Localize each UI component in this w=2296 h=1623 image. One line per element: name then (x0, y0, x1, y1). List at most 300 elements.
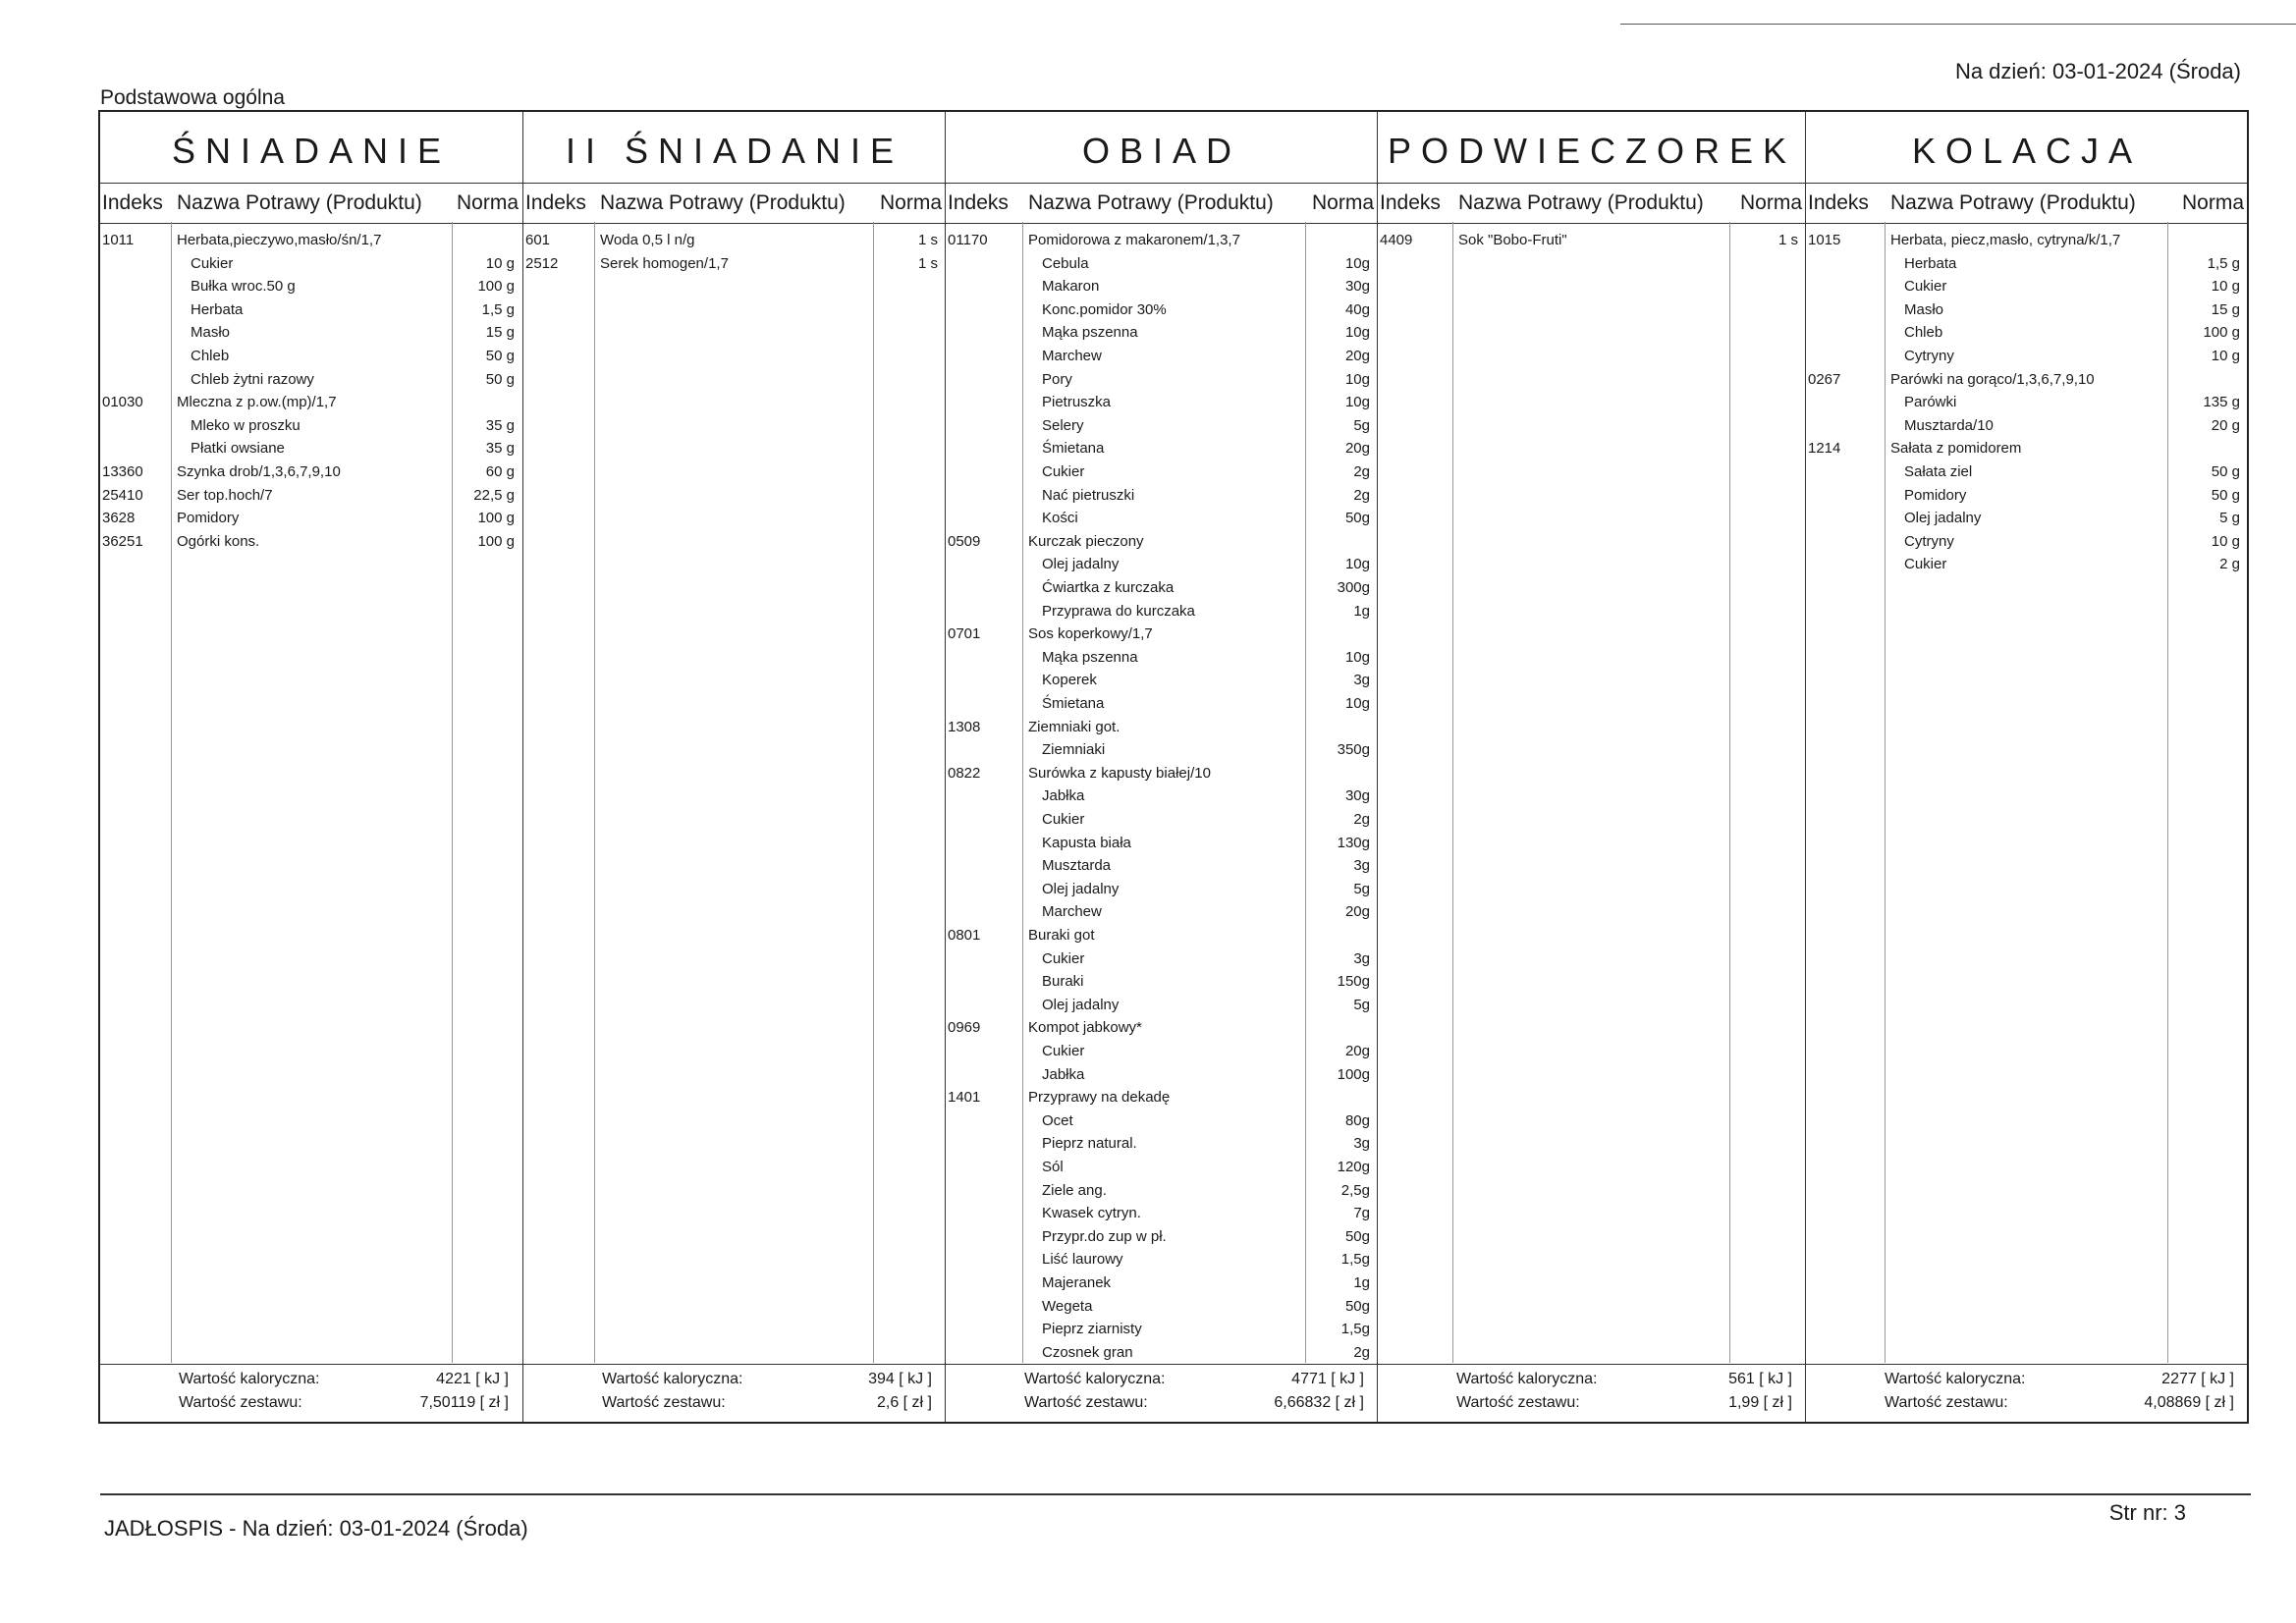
row-norma: 1g (1353, 602, 1370, 620)
header-indeks: Indeks (1808, 191, 1869, 214)
table-row (100, 369, 522, 391)
row-name: Masło (191, 324, 231, 342)
meal-section-obiad (945, 112, 1378, 1422)
row-norma: 100 g (2203, 324, 2240, 342)
table-row (946, 1110, 1378, 1132)
meal-section-kolacja (1805, 112, 2248, 1422)
table-row (946, 1203, 1378, 1224)
cost-value: 6,66832 [ zł ] (1274, 1394, 1364, 1411)
row-indeks: 0509 (948, 532, 981, 550)
row-name: Cukier (1904, 278, 1947, 296)
meal-title: KOLACJA (1911, 131, 2143, 171)
table-row (100, 485, 522, 507)
table-row (946, 601, 1378, 622)
row-name: Kwasek cytryn. (1042, 1205, 1141, 1222)
row-name: Pieprz ziarnisty (1042, 1321, 1142, 1338)
row-name: Pory (1042, 370, 1072, 388)
row-norma: 100 g (477, 510, 515, 527)
table-row (100, 299, 522, 321)
table-row (946, 879, 1378, 900)
kcal-value: 4771 [ kJ ] (1291, 1371, 1364, 1387)
row-norma: 1,5g (1340, 1321, 1370, 1338)
diet-name: Podstawowa ogólna (100, 86, 285, 109)
meal-rows (1806, 230, 2248, 1361)
row-name: Herbata,pieczywo,masło/śn/1,7 (177, 232, 382, 248)
table-row (1806, 438, 2248, 460)
row-name: Sos koperkowy/1,7 (1028, 625, 1153, 643)
row-indeks: 1011 (102, 232, 135, 248)
meal-section-ii-sniadanie (522, 112, 946, 1422)
row-norma: 130g (1337, 834, 1370, 851)
row-norma: 20g (1344, 440, 1370, 458)
row-norma: 35 g (485, 416, 515, 434)
table-row (946, 230, 1378, 251)
meal-summary (1378, 1364, 1806, 1422)
kcal-label: Wartość kaloryczna: (1885, 1371, 2026, 1387)
table-row (100, 276, 522, 298)
row-name: Cebula (1042, 254, 1089, 272)
table-row (946, 1226, 1378, 1248)
row-norma: 1 s (917, 232, 938, 248)
row-indeks: 4409 (1380, 232, 1413, 248)
row-name: Śmietana (1042, 695, 1105, 712)
header-indeks: Indeks (1380, 191, 1441, 214)
table-row (100, 322, 522, 344)
row-name: Herbata (191, 300, 244, 318)
row-name: Sałata ziel (1904, 463, 1973, 480)
row-norma: 10 g (485, 254, 515, 272)
table-row (1806, 276, 2248, 298)
row-name: Mąka pszenna (1042, 324, 1138, 342)
row-indeks: 0969 (948, 1019, 981, 1037)
meal-summary (523, 1364, 946, 1422)
row-norma: 2g (1353, 811, 1370, 828)
header-norma: Norma (456, 191, 519, 214)
row-name: Marchew (1042, 903, 1102, 921)
row-norma: 30g (1344, 278, 1370, 296)
table-row (946, 299, 1378, 321)
meal-title: PODWIECZOREK (1387, 131, 1796, 171)
menu-table (98, 110, 2249, 1424)
table-row (946, 670, 1378, 691)
meal-title: ŚNIADANIE (171, 131, 452, 171)
row-indeks: 1015 (1808, 232, 1841, 248)
header-indeks: Indeks (948, 191, 1009, 214)
table-row (946, 1087, 1378, 1109)
table-row (946, 369, 1378, 391)
row-norma: 100 g (477, 532, 515, 550)
row-name: Przyprawy na dekadę (1028, 1089, 1171, 1107)
row-name: Cukier (1042, 949, 1085, 967)
row-name: Cukier (191, 254, 234, 272)
table-row (946, 1017, 1378, 1039)
row-norma: 50 g (485, 348, 515, 364)
table-row (1378, 230, 1806, 251)
row-name: Masło (1904, 300, 1944, 318)
row-name: Wegeta (1042, 1297, 1093, 1315)
table-row (100, 438, 522, 460)
row-norma: 3g (1353, 857, 1370, 875)
table-row (946, 485, 1378, 507)
row-name: Ziele ang. (1042, 1181, 1107, 1199)
table-row (1806, 485, 2248, 507)
row-norma: 15 g (485, 324, 515, 342)
header-nazwa: Nazwa Potrawy (Produktu) (1458, 191, 1704, 214)
row-name: Nać pietruszki (1042, 486, 1135, 504)
meal-title: II ŚNIADANIE (565, 131, 904, 171)
cost-label: Wartość zestawu: (1456, 1394, 1580, 1411)
table-row (946, 346, 1378, 367)
kcal-label: Wartość kaloryczna: (1456, 1371, 1598, 1387)
row-indeks: 0822 (948, 764, 981, 782)
row-name: Ćwiartka z kurczaka (1042, 579, 1175, 596)
table-row (946, 1319, 1378, 1340)
row-norma: 30g (1344, 787, 1370, 805)
row-indeks: 1401 (948, 1089, 981, 1107)
row-norma: 22,5 g (473, 486, 515, 504)
row-norma: 100g (1337, 1065, 1370, 1083)
row-name: Pomidory (177, 510, 240, 527)
table-row (100, 531, 522, 553)
row-norma: 2,5g (1340, 1181, 1370, 1199)
table-row (946, 693, 1378, 715)
meal-summary (1806, 1364, 2248, 1422)
table-row (946, 1272, 1378, 1294)
row-name: Chleb (191, 348, 230, 364)
row-name: Parówki na gorąco/1,3,6,7,9,10 (1890, 370, 2095, 388)
row-norma: 20 g (2211, 416, 2240, 434)
header-nazwa: Nazwa Potrawy (Produktu) (177, 191, 422, 214)
table-row (946, 995, 1378, 1016)
row-name: Kapusta biała (1042, 834, 1131, 851)
table-row (946, 1249, 1378, 1271)
row-name: Ocet (1042, 1111, 1073, 1129)
table-row (946, 461, 1378, 483)
table-row (1806, 508, 2248, 529)
row-norma: 20g (1344, 903, 1370, 921)
row-name: Kości (1042, 510, 1078, 527)
row-norma: 50g (1344, 510, 1370, 527)
table-row (946, 1296, 1378, 1318)
meal-rows (1378, 230, 1806, 1361)
row-norma: 300g (1337, 579, 1370, 596)
row-name: Cytryny (1904, 532, 1954, 550)
row-norma: 2 g (2219, 556, 2240, 573)
row-name: Jabłka (1042, 1065, 1085, 1083)
table-row (946, 971, 1378, 993)
meal-summary (100, 1364, 522, 1422)
top-rule (1620, 24, 2296, 25)
row-name: Jabłka (1042, 787, 1085, 805)
table-row (1806, 230, 2248, 251)
header-date: Na dzień: 03-01-2024 (Środa) (1954, 59, 2241, 83)
row-name: Ogórki kons. (177, 532, 260, 550)
header-norma: Norma (879, 191, 942, 214)
row-norma: 135 g (2203, 394, 2240, 411)
row-name: Buraki (1042, 973, 1084, 991)
row-name: Mleczna z p.ow.(mp)/1,7 (177, 394, 337, 411)
meal-title: OBIAD (1081, 131, 1242, 171)
table-row (946, 1133, 1378, 1155)
row-norma: 10g (1344, 324, 1370, 342)
meal-summary (946, 1364, 1378, 1422)
row-norma: 20g (1344, 1043, 1370, 1059)
row-norma: 1 s (1777, 232, 1798, 248)
row-norma: 15 g (2211, 300, 2240, 318)
table-row (1806, 392, 2248, 413)
row-norma: 50 g (2211, 463, 2240, 480)
table-row (946, 623, 1378, 645)
kcal-label: Wartość kaloryczna: (179, 1371, 320, 1387)
row-name: Olej jadalny (1904, 510, 1982, 527)
table-row (1806, 346, 2248, 367)
cost-value: 2,6 [ zł ] (876, 1394, 932, 1411)
cost-value: 1,99 [ zł ] (1728, 1394, 1792, 1411)
table-row (100, 392, 522, 413)
header-nazwa: Nazwa Potrawy (Produktu) (600, 191, 846, 214)
table-row (946, 647, 1378, 669)
table-row (946, 276, 1378, 298)
row-name: Makaron (1042, 278, 1100, 296)
table-row (946, 809, 1378, 831)
table-row (100, 230, 522, 251)
row-name: Przypr.do zup w pł. (1042, 1227, 1167, 1245)
table-row (946, 392, 1378, 413)
row-norma: 50 g (485, 370, 515, 388)
table-row (100, 461, 522, 483)
column-headers (1378, 183, 1806, 224)
row-norma: 5g (1353, 996, 1370, 1013)
table-row (1806, 253, 2248, 275)
table-row (946, 901, 1378, 923)
row-name: Olej jadalny (1042, 996, 1120, 1013)
row-name: Serek homogen/1,7 (600, 254, 729, 272)
row-name: Woda 0,5 l n/g (600, 232, 695, 248)
table-row (100, 508, 522, 529)
row-norma: 50 g (2211, 486, 2240, 504)
row-name: Ziemniaki (1042, 741, 1106, 759)
table-row (946, 577, 1378, 599)
row-norma: 3g (1353, 672, 1370, 689)
row-indeks: 3628 (102, 510, 136, 527)
table-row (946, 1180, 1378, 1202)
table-row (100, 415, 522, 437)
table-row (946, 1064, 1378, 1086)
cost-value: 4,08869 [ zł ] (2144, 1394, 2234, 1411)
table-row (523, 253, 946, 275)
table-row (946, 415, 1378, 437)
kcal-value: 561 [ kJ ] (1728, 1371, 1792, 1387)
meal-rows (100, 230, 522, 1361)
table-row (946, 925, 1378, 947)
row-norma: 7g (1353, 1205, 1370, 1222)
row-name: Ziemniaki got. (1028, 718, 1121, 735)
row-name: Majeranek (1042, 1274, 1112, 1291)
table-row (1806, 554, 2248, 575)
table-row (946, 554, 1378, 575)
row-name: Olej jadalny (1042, 556, 1120, 573)
row-name: Pomidory (1904, 486, 1967, 504)
row-name: Buraki got (1028, 927, 1095, 944)
table-row (1806, 461, 2248, 483)
row-norma: 1g (1353, 1274, 1370, 1291)
cost-label: Wartość zestawu: (179, 1394, 302, 1411)
row-indeks: 2512 (525, 254, 559, 272)
row-norma: 1,5 g (481, 300, 515, 318)
row-indeks: 01030 (102, 394, 143, 411)
row-indeks: 601 (525, 232, 551, 248)
meal-rows (946, 230, 1378, 1361)
table-row (946, 785, 1378, 807)
table-row (946, 531, 1378, 553)
row-name: Musztarda/10 (1904, 416, 1994, 434)
table-row (1806, 299, 2248, 321)
row-norma: 60 g (485, 463, 515, 480)
row-name: Cukier (1042, 1043, 1085, 1059)
table-row (1806, 369, 2248, 391)
row-norma: 50g (1344, 1227, 1370, 1245)
kcal-label: Wartość kaloryczna: (602, 1371, 743, 1387)
row-norma: 10g (1344, 556, 1370, 573)
row-indeks: 0701 (948, 625, 981, 643)
cost-label: Wartość zestawu: (602, 1394, 726, 1411)
row-norma: 10 g (2211, 348, 2240, 364)
row-name: Marchew (1042, 348, 1102, 364)
row-name: Cukier (1042, 811, 1085, 828)
row-name: Płatki owsiane (191, 440, 285, 458)
kcal-value: 2277 [ kJ ] (2161, 1371, 2234, 1387)
table-row (1806, 322, 2248, 344)
row-name: Surówka z kapusty białej/10 (1028, 764, 1211, 782)
row-name: Kurczak pieczony (1028, 532, 1144, 550)
table-row (946, 253, 1378, 275)
row-norma: 1,5 g (2207, 254, 2240, 272)
kcal-value: 394 [ kJ ] (868, 1371, 932, 1387)
row-indeks: 1214 (1808, 440, 1841, 458)
row-norma: 1,5g (1340, 1251, 1370, 1269)
row-norma: 100 g (477, 278, 515, 296)
row-name: Liść laurowy (1042, 1251, 1123, 1269)
row-norma: 10 g (2211, 532, 2240, 550)
footer-rule (100, 1493, 2251, 1495)
row-name: Musztarda (1042, 857, 1112, 875)
row-name: Herbata (1904, 254, 1957, 272)
row-norma: 10 g (2211, 278, 2240, 296)
row-norma: 5 g (2219, 510, 2240, 527)
row-norma: 5g (1353, 880, 1370, 897)
column-headers (523, 183, 946, 224)
row-norma: 10g (1344, 648, 1370, 666)
row-norma: 1 s (917, 254, 938, 272)
row-name: Koperek (1042, 672, 1097, 689)
row-indeks: 01170 (948, 232, 988, 248)
row-norma: 2g (1353, 463, 1370, 480)
footer-title: JADŁOSPIS - Na dzień: 03-01-2024 (Środa) (104, 1516, 528, 1541)
header-indeks: Indeks (102, 191, 163, 214)
row-norma: 20g (1344, 348, 1370, 364)
row-indeks: 1308 (948, 718, 981, 735)
row-name: Pietruszka (1042, 394, 1112, 411)
row-name: Szynka drob/1,3,6,7,9,10 (177, 463, 341, 480)
row-name: Sałata z pomidorem (1890, 440, 2022, 458)
row-indeks: 36251 (102, 532, 143, 550)
row-name: Pieprz natural. (1042, 1135, 1137, 1153)
row-norma: 35 g (485, 440, 515, 458)
row-norma: 10g (1344, 394, 1370, 411)
table-row (946, 1041, 1378, 1062)
row-norma: 120g (1337, 1159, 1370, 1175)
header-norma: Norma (1739, 191, 1802, 214)
column-headers (946, 183, 1378, 224)
column-headers (1806, 183, 2248, 224)
meal-section-podwieczorek (1377, 112, 1806, 1422)
table-row (946, 739, 1378, 761)
table-row (946, 833, 1378, 854)
row-name: Bułka wroc.50 g (191, 278, 296, 296)
row-norma: 150g (1337, 973, 1370, 991)
row-name: Olej jadalny (1042, 880, 1120, 897)
row-name: Cukier (1904, 556, 1947, 573)
row-norma: 80g (1344, 1111, 1370, 1129)
row-indeks: 0801 (948, 927, 981, 944)
table-row (946, 763, 1378, 784)
meal-rows (523, 230, 946, 1361)
table-row (946, 508, 1378, 529)
cost-label: Wartość zestawu: (1024, 1394, 1148, 1411)
row-norma: 5g (1353, 416, 1370, 434)
row-name: Ser top.hoch/7 (177, 486, 273, 504)
row-indeks: 0267 (1808, 370, 1841, 388)
row-norma: 10g (1344, 370, 1370, 388)
header-nazwa: Nazwa Potrawy (Produktu) (1890, 191, 2136, 214)
header-indeks: Indeks (525, 191, 586, 214)
row-name: Śmietana (1042, 440, 1105, 458)
table-row (523, 230, 946, 251)
row-norma: 50g (1344, 1297, 1370, 1315)
table-row (100, 253, 522, 275)
header-norma: Norma (2181, 191, 2244, 214)
table-row (946, 322, 1378, 344)
row-indeks: 25410 (102, 486, 143, 504)
table-row (100, 346, 522, 367)
kcal-label: Wartość kaloryczna: (1024, 1371, 1166, 1387)
table-row (946, 438, 1378, 460)
table-row (1806, 415, 2248, 437)
row-name: Herbata, piecz,masło, cytryna/k/1,7 (1890, 232, 2121, 248)
page-number: Str nr: 3 (2108, 1500, 2186, 1525)
column-headers (100, 183, 522, 224)
cost-value: 7,50119 [ zł ] (419, 1394, 509, 1411)
row-name: Chleb (1904, 324, 1943, 342)
meal-section-sniadanie (100, 112, 522, 1422)
row-name: Sól (1042, 1159, 1064, 1175)
table-row (946, 855, 1378, 877)
row-norma: 40g (1344, 300, 1370, 318)
row-name: Pomidorowa z makaronem/1,3,7 (1028, 232, 1240, 248)
row-name: Cytryny (1904, 348, 1954, 364)
row-name: Czosnek gran (1042, 1343, 1133, 1361)
row-name: Kompot jabkowy* (1028, 1019, 1142, 1037)
row-indeks: 13360 (102, 463, 143, 480)
table-row (946, 1342, 1378, 1364)
row-norma: 3g (1353, 949, 1370, 967)
row-name: Przyprawa do kurczaka (1042, 602, 1195, 620)
table-row (1806, 531, 2248, 553)
row-norma: 3g (1353, 1135, 1370, 1153)
table-row (946, 717, 1378, 738)
header-norma: Norma (1311, 191, 1374, 214)
row-norma: 350g (1337, 741, 1370, 759)
